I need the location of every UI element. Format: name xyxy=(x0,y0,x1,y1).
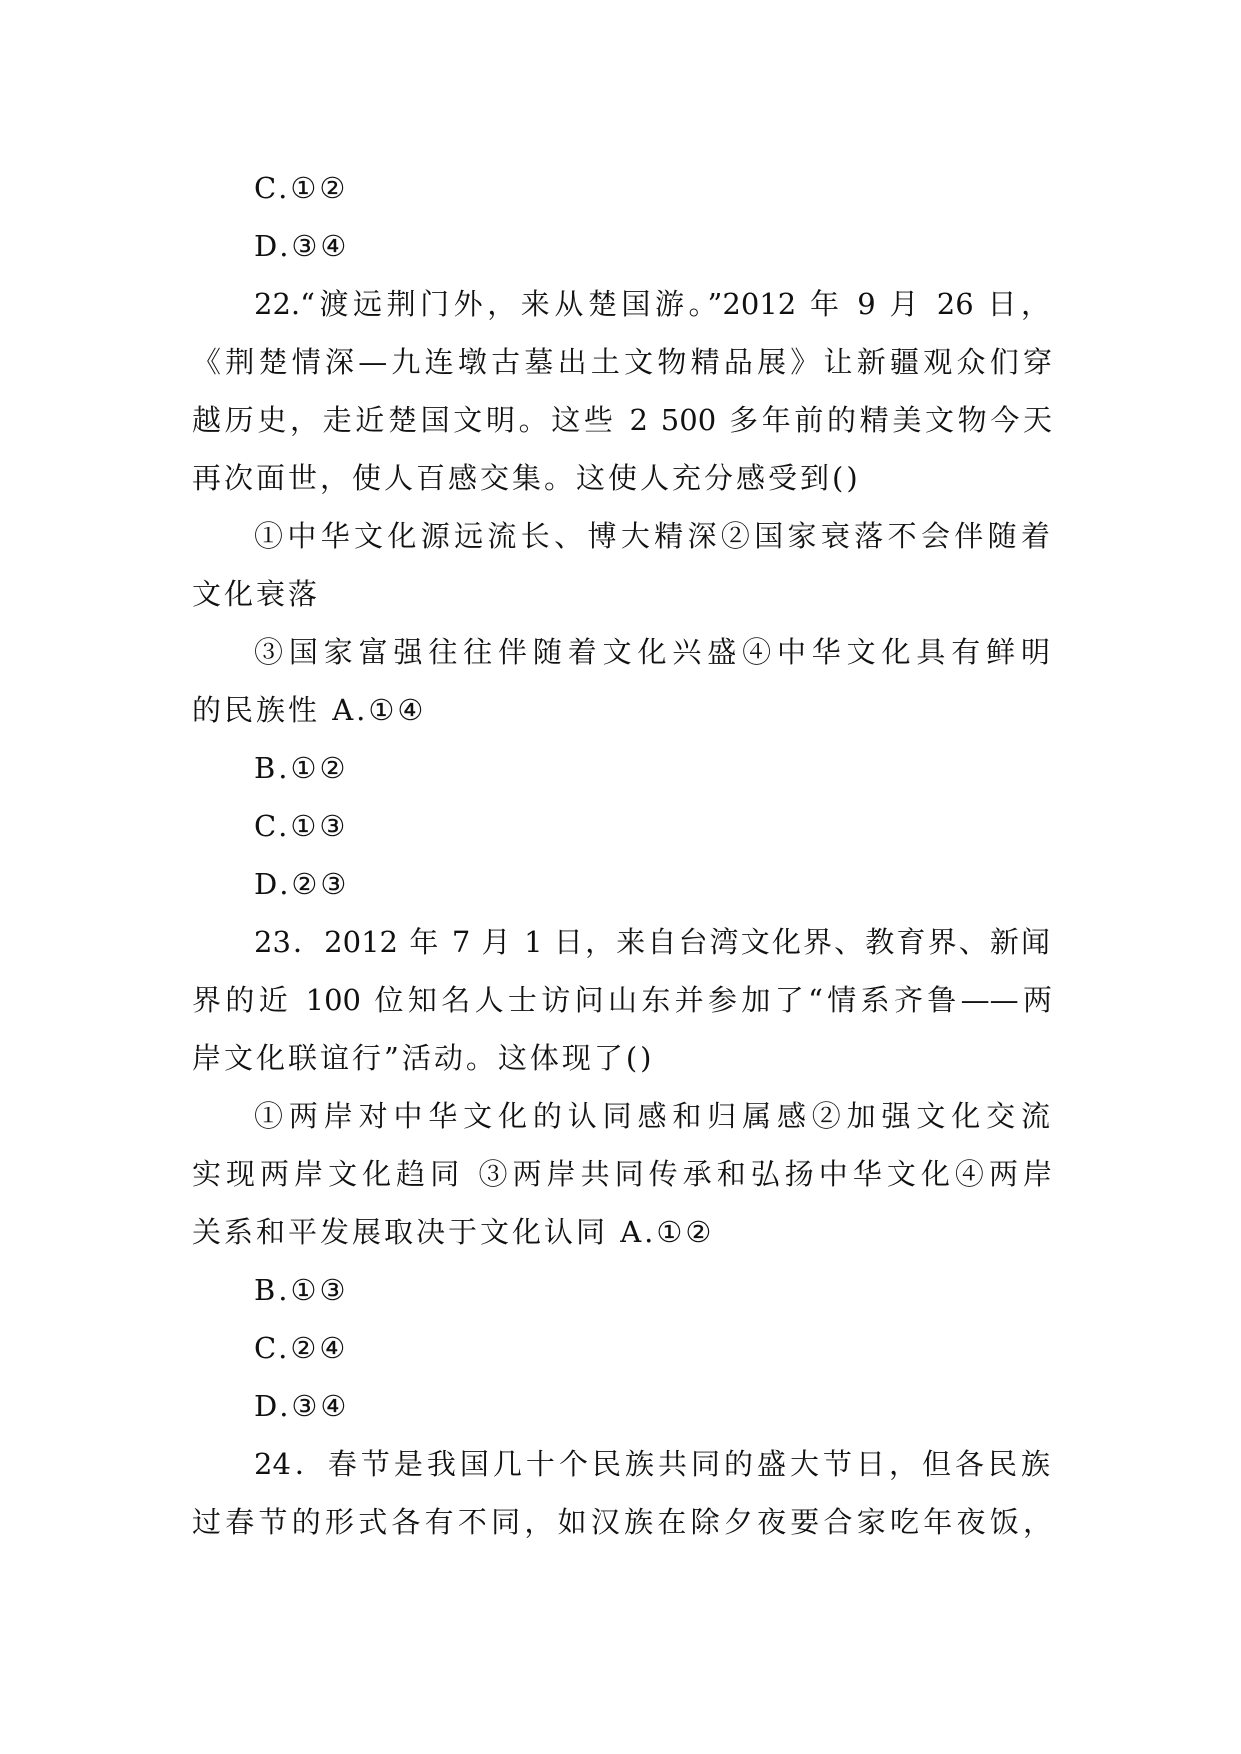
q22-stem-line-3: 越历史，走近楚国文明。这些 2 500 多年前的精美文物今天 xyxy=(192,403,1052,437)
q23-option-c: C.②④ xyxy=(254,1331,349,1365)
q22-option-d: D.②③ xyxy=(254,867,350,901)
q22-stem-line-2: 《荆楚情深—九连墩古墓出土文物精品展》让新疆观众们穿 xyxy=(192,345,1052,379)
q24-stem-line-1: 24．春节是我国几十个民族共同的盛大节日，但各民族 xyxy=(254,1447,1050,1481)
q22-stem-line-4: 再次面世，使人百感交集。这使人充分感受到() xyxy=(192,461,861,495)
q23-stem-line-1: 23．2012 年 7 月 1 日，来自台湾文化界、教育界、新闻 xyxy=(254,925,1050,959)
q23-option-d: D.③④ xyxy=(254,1389,350,1423)
q23-statements-line-1: ①两岸对中华文化的认同感和归属感②加强文化交流 xyxy=(254,1099,1050,1133)
q22-statements-line-3: ③国家富强往往伴随着文化兴盛④中华文化具有鲜明 xyxy=(254,635,1050,669)
q21-option-d: D.③④ xyxy=(254,229,350,263)
q22-statements-line-4-option-a: 的民族性 A.①④ xyxy=(192,693,427,727)
q23-stem-line-3: 岸文化联谊行”活动。这体现了() xyxy=(192,1041,655,1075)
q23-stem-line-2: 界的近 100 位知名人士访问山东并参加了“情系齐鲁——两 xyxy=(192,983,1052,1017)
q21-option-c: C.①② xyxy=(254,171,349,205)
q23-option-b: B.①③ xyxy=(254,1273,349,1307)
q22-statements-line-1: ①中华文化源远流长、博大精深②国家衰落不会伴随着 xyxy=(254,519,1050,553)
q23-statements-line-3-option-a: 关系和平发展取决于文化认同 A.①② xyxy=(192,1215,715,1249)
q24-stem-line-2: 过春节的形式各有不同，如汉族在除夕夜要合家吃年夜饭， xyxy=(192,1505,1052,1539)
q22-option-b: B.①② xyxy=(254,751,349,785)
q22-statements-line-2: 文化衰落 xyxy=(192,577,321,611)
q22-option-c: C.①③ xyxy=(254,809,349,843)
q23-statements-line-2: 实现两岸文化趋同 ③两岸共同传承和弘扬中华文化④两岸 xyxy=(192,1157,1052,1191)
q22-stem-line-1: 22.“渡远荆门外，来从楚国游。”2012 年 9 月 26 日， xyxy=(254,287,1050,321)
